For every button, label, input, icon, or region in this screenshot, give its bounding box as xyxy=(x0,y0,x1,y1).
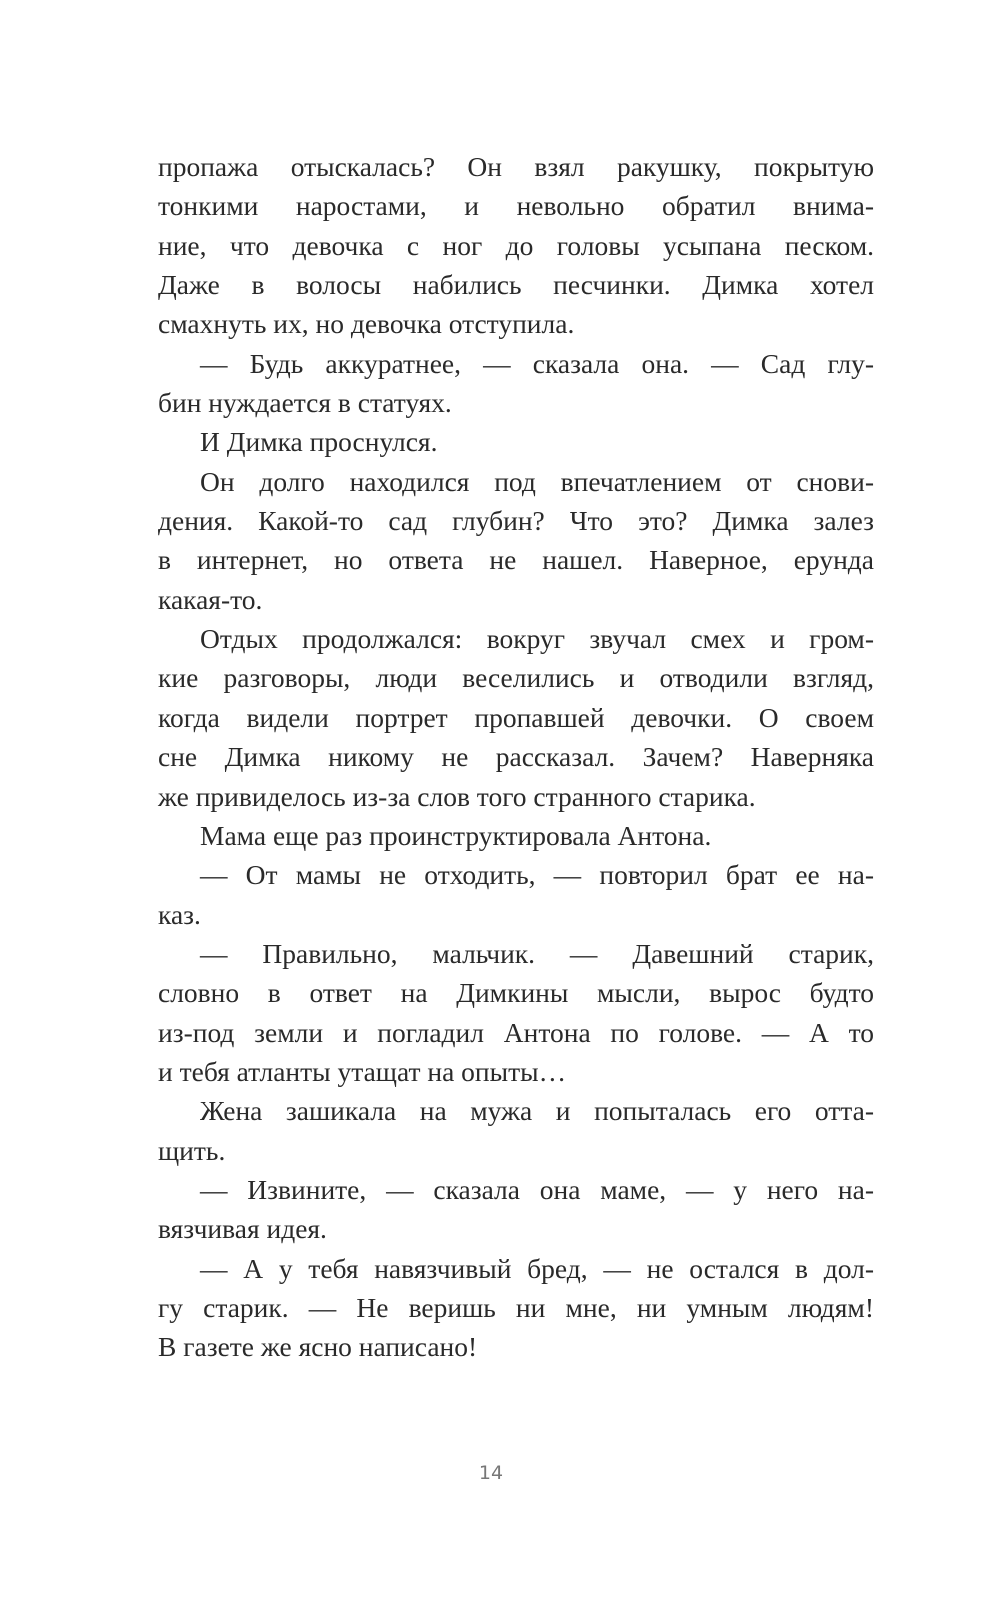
text-line: в интернет, но ответа не нашел. Наверное, ерунда xyxy=(158,544,874,576)
text-line: — Извините, — сказала она маме, — у него на- xyxy=(200,1173,874,1205)
text-line: Отдых продолжался: вокруг звучал смех и гром- xyxy=(200,623,874,655)
text-line: гу старик. — Не веришь ни мне, ни умным людям! xyxy=(158,1291,874,1323)
text-line: словно в ответ на Димкины мысли, вырос будто xyxy=(158,977,874,1009)
text-line: вязчивая идея. xyxy=(158,1213,327,1245)
text-line: пропажа отыскалась? Он взял ракушку, покрытую xyxy=(158,151,874,182)
text-line: и тебя атланты утащат на опыты… xyxy=(158,1055,567,1087)
body-text xyxy=(158,147,874,1367)
text-line: Даже в волосы набились песчинки. Димка хотел xyxy=(158,269,874,301)
text-line: кие разговоры, люди веселились и отводили взгляд, xyxy=(158,662,874,694)
text-line: смахнуть их, но девочка отступила. xyxy=(158,308,575,340)
text-line: какая-то. xyxy=(158,583,263,615)
text-line: ние, что девочка с ног до головы усыпана песком. xyxy=(158,229,874,261)
text-line: — От мамы не отходить, — повторил брат ее на- xyxy=(200,859,874,891)
text-line: Жена зашикала на мужа и попыталась его отта- xyxy=(200,1095,874,1127)
page-number: 14 xyxy=(478,1462,504,1484)
text-line: же привиделось из-за слов того странного старика. xyxy=(158,780,756,812)
text-line: И Димка проснулся. xyxy=(200,426,438,458)
text-line: сне Димка никому не рассказал. Зачем? Наверняка xyxy=(158,741,874,773)
text-line: Мама еще раз проинструктировала Антона. xyxy=(200,819,712,851)
text-line: — Будь аккуратнее, — сказала она. — Сад глу- xyxy=(200,347,874,379)
text-line: тонкими наростами, и невольно обратил внима- xyxy=(158,190,874,222)
text-line: — А у тебя навязчивый бред, — не остался в дол- xyxy=(200,1252,874,1284)
text-line: В газете же ясно написано! xyxy=(158,1331,478,1363)
text-line: бин нуждается в статуях. xyxy=(158,387,452,419)
text-line: каз. xyxy=(158,898,201,930)
text-line: из-под земли и погладил Антона по голове. — А то xyxy=(158,1016,874,1048)
text-line: — Правильно, мальчик. — Давешний старик, xyxy=(200,937,874,969)
text-line: дения. Какой-то сад глубин? Что это? Димка залез xyxy=(158,505,874,537)
text-line: когда видели портрет пропавшей девочки. О своем xyxy=(158,701,874,733)
text-line: Он долго находился под впечатлением от снови- xyxy=(200,465,874,497)
text-line: щить. xyxy=(158,1134,226,1166)
